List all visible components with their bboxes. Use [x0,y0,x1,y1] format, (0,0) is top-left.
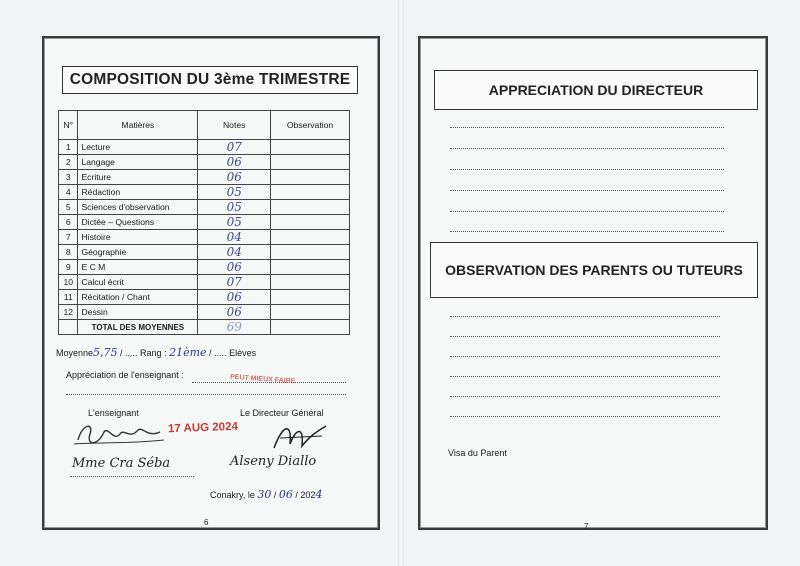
grade-row [59,170,350,185]
moyenne-label: Moyenne [56,348,94,358]
grade-matiere: Ecriture [78,170,198,185]
total-num-cell [59,320,78,335]
directeur-dots-6 [450,231,724,232]
directeur-label: Le Directeur Général [240,408,324,418]
right-page [418,36,768,530]
grade-row [59,275,350,290]
grade-row [59,245,350,260]
grade-row [59,155,350,170]
grade-row [59,260,350,275]
directeur-dots-4 [450,190,724,191]
grade-observation [271,215,350,230]
grade-note: 07 [198,140,271,155]
header-observation: Observation [271,111,350,140]
visa-parent-label: Visa du Parent [448,448,507,458]
total-value: 69 [198,320,271,335]
date-day: 30 [257,488,272,501]
directeur-dots-3 [450,169,724,170]
grade-row [59,215,350,230]
rang-label: Rang : [140,348,167,358]
grade-matiere: Calcul écrit [78,275,198,290]
moyenne-line: Moyenne5,75 / ..... Rang : 21ème / ..... Elèves [56,346,257,359]
date-year-suffix: 4 [315,488,323,501]
director-signature [266,418,336,458]
grade-note: 06 [198,290,271,305]
rang-value: 21ème [169,346,207,359]
parents-dots-1 [450,316,720,317]
grade-num: 10 [59,275,78,290]
grade-row [59,230,350,245]
grade-matiere: Sciences d'observation [78,200,198,215]
appreciation-stamp: PEUT MIEUX FAIRE [229,373,296,386]
grade-observation [271,140,350,155]
grade-matiere: Lecture [78,140,198,155]
grade-row [59,290,350,305]
directeur-dots-1 [450,127,724,128]
grade-observation [271,290,350,305]
grade-row [59,305,350,320]
parents-dots-6 [450,416,720,417]
parents-dots-5 [450,396,720,397]
conakry-label: Conakry, le [210,490,255,500]
header-num: N° [59,111,78,140]
date-stamp: 17 AUG 2024 [167,420,239,436]
grade-num: 2 [59,155,78,170]
observation-parents-title: OBSERVATION DES PARENTS OU TUTEURS [430,242,758,298]
grade-note: 05 [198,215,271,230]
grade-num: 6 [59,215,78,230]
grade-note: 07 [198,275,271,290]
enseignant-label: L'enseignant [88,408,139,418]
teacher-name: Mme Cra Séba [72,456,171,471]
grade-observation [271,185,350,200]
grade-num: 11 [59,290,78,305]
grade-observation [271,275,350,290]
header-notes: Notes [198,111,271,140]
grade-num: 1 [59,140,78,155]
grade-note: 05 [198,185,271,200]
grade-observation [271,260,350,275]
parents-dots-3 [450,356,720,357]
parents-dots-2 [450,336,720,337]
directeur-dots-5 [450,211,724,212]
grades-table [58,110,350,335]
grade-observation [271,245,350,260]
total-obs-cell [271,320,350,335]
teacher-signature [68,416,168,452]
grade-num: 7 [59,230,78,245]
left-page [42,36,380,530]
grade-matiere: Langage [78,155,198,170]
grade-num: 4 [59,185,78,200]
grade-matiere: Dictée – Questions [78,215,198,230]
moyenne-value: 5,75 [93,346,118,359]
grades-header-row [59,111,350,140]
grade-note: 04 [198,245,271,260]
grade-num: 8 [59,245,78,260]
teacher-name-dots [70,476,194,477]
appreciation-enseignant-label: Appréciation de l'enseignant : [66,370,184,380]
appreciation-dots-2 [66,394,346,395]
grade-row [59,200,350,215]
directeur-dots-2 [450,148,724,149]
grade-num: 9 [59,260,78,275]
grade-note: 06 [198,155,271,170]
composition-title: COMPOSITION DU 3ème TRIMESTRE [62,66,358,94]
grade-matiere: Rédaction [78,185,198,200]
grade-num: 3 [59,170,78,185]
grade-note: 04 [198,230,271,245]
grade-num: 12 [59,305,78,320]
header-matieres: Matières [78,111,198,140]
grade-matiere: Géographie [78,245,198,260]
grade-note: 06 [198,260,271,275]
grade-observation [271,155,350,170]
grade-num: 5 [59,200,78,215]
right-page-number: 7 [584,522,589,531]
grade-observation [271,170,350,185]
page-fold [398,0,404,566]
grade-matiere: Récitation / Chant [78,290,198,305]
total-row [59,320,350,335]
eleves-label: Elèves [229,348,257,358]
total-label: TOTAL DES MOYENNES [78,320,198,335]
left-page-number: 6 [204,518,209,527]
date-year-prefix: 202 [300,490,316,500]
grade-note: 06 [198,170,271,185]
appreciation-directeur-title: APPRECIATION DU DIRECTEUR [434,70,758,110]
grade-row [59,140,350,155]
grade-observation [271,230,350,245]
grade-matiere: E C M [78,260,198,275]
parents-dots-4 [450,376,720,377]
grade-matiere: Dessin [78,305,198,320]
grade-note: 06 [198,305,271,320]
grade-matiere: Histoire [78,230,198,245]
grade-note: 05 [198,200,271,215]
conakry-date-line: Conakry, le 30 / 06 / 2024 [210,488,323,501]
grade-row [59,185,350,200]
grade-observation [271,200,350,215]
director-name: Alseny Diallo [230,454,317,469]
grade-observation [271,305,350,320]
date-month: 06 [278,488,293,501]
